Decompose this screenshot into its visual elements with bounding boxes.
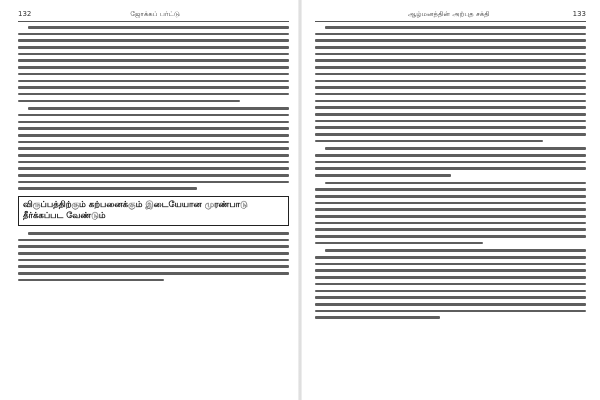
right-page-number: 133 [572,10,586,18]
text-line [18,279,164,282]
text-line [315,154,586,157]
text-line [18,121,289,124]
text-line [315,100,586,103]
text-line [315,53,586,56]
text-line [315,33,586,36]
text-line [18,93,289,96]
right-paragraph [315,249,586,318]
text-line [18,73,289,76]
text-line [315,269,586,272]
text-line [18,80,289,83]
text-line [315,66,586,69]
text-line [315,202,586,205]
text-line [18,187,197,190]
right-paragraph [315,147,586,176]
text-line [18,239,289,242]
text-line [315,290,586,293]
text-line [18,259,289,262]
text-line [18,154,289,157]
text-line [315,140,543,143]
text-line [18,114,289,117]
text-line [18,86,289,89]
text-line [315,106,586,109]
text-line [18,252,289,255]
text-line [315,310,586,313]
text-line [18,53,289,56]
text-line [315,276,586,279]
text-line [18,33,289,36]
left-paragraph [18,232,289,281]
text-line [325,249,586,252]
text-line [18,141,289,144]
text-line [28,107,289,110]
text-line [18,161,289,164]
text-line [28,232,289,235]
text-line [18,167,289,170]
text-line [28,26,289,29]
text-line [315,188,586,191]
text-line [18,66,289,69]
text-line [315,228,586,231]
text-line [315,256,586,259]
text-line [315,242,483,245]
text-line [315,113,586,116]
left-page-header [18,10,289,22]
left-page-number: 132 [18,10,32,18]
text-line [315,93,586,96]
text-line [315,215,586,218]
right-page-header [315,10,586,22]
right-page [301,0,600,400]
right-running-head: ஆழ்மனத்தின் அற்புத சக்தி [407,10,490,18]
text-line [315,133,586,136]
text-line [315,195,586,198]
text-line [18,46,289,49]
text-line [315,86,586,89]
text-line [18,147,289,150]
text-line [18,245,289,248]
text-line [315,73,586,76]
left-page [0,0,299,400]
text-line [315,39,586,42]
text-line [18,265,289,268]
text-line [315,167,586,170]
left-running-head: ஜோக்கப் பர்ட்டு [130,10,181,18]
text-line [315,80,586,83]
text-line [18,134,289,137]
text-line [315,296,586,299]
section-heading-line-1: விருப்பத்திற்கும் கற்பனைக்கும் இடையேயான முரண்பாடு [23,200,248,210]
text-line [315,283,586,286]
text-line [315,59,586,62]
right-paragraph [315,182,586,245]
left-body-after-heading [18,232,289,281]
text-line [325,147,586,150]
right-paragraph [315,26,586,142]
text-line [315,235,586,238]
text-line [315,208,586,211]
text-line [325,26,586,29]
text-line [18,181,289,184]
text-line [315,222,586,225]
left-paragraph [18,107,289,190]
text-line [18,59,289,62]
section-heading [18,196,289,226]
right-body [315,26,586,319]
left-body-before-heading [18,26,289,190]
text-line [315,126,586,129]
text-line [315,46,586,49]
text-line [18,100,240,103]
text-line [18,174,289,177]
text-line [18,39,289,42]
text-line [315,120,586,123]
text-line [315,303,586,306]
left-paragraph [18,26,289,102]
text-line [315,174,451,177]
text-line [315,161,586,164]
text-line [18,127,289,130]
section-heading-line-2: தீர்க்கப்பட வேண்டும் [23,211,106,221]
text-line [18,272,289,275]
text-line [315,316,440,319]
text-line [315,263,586,266]
text-line [325,182,586,185]
